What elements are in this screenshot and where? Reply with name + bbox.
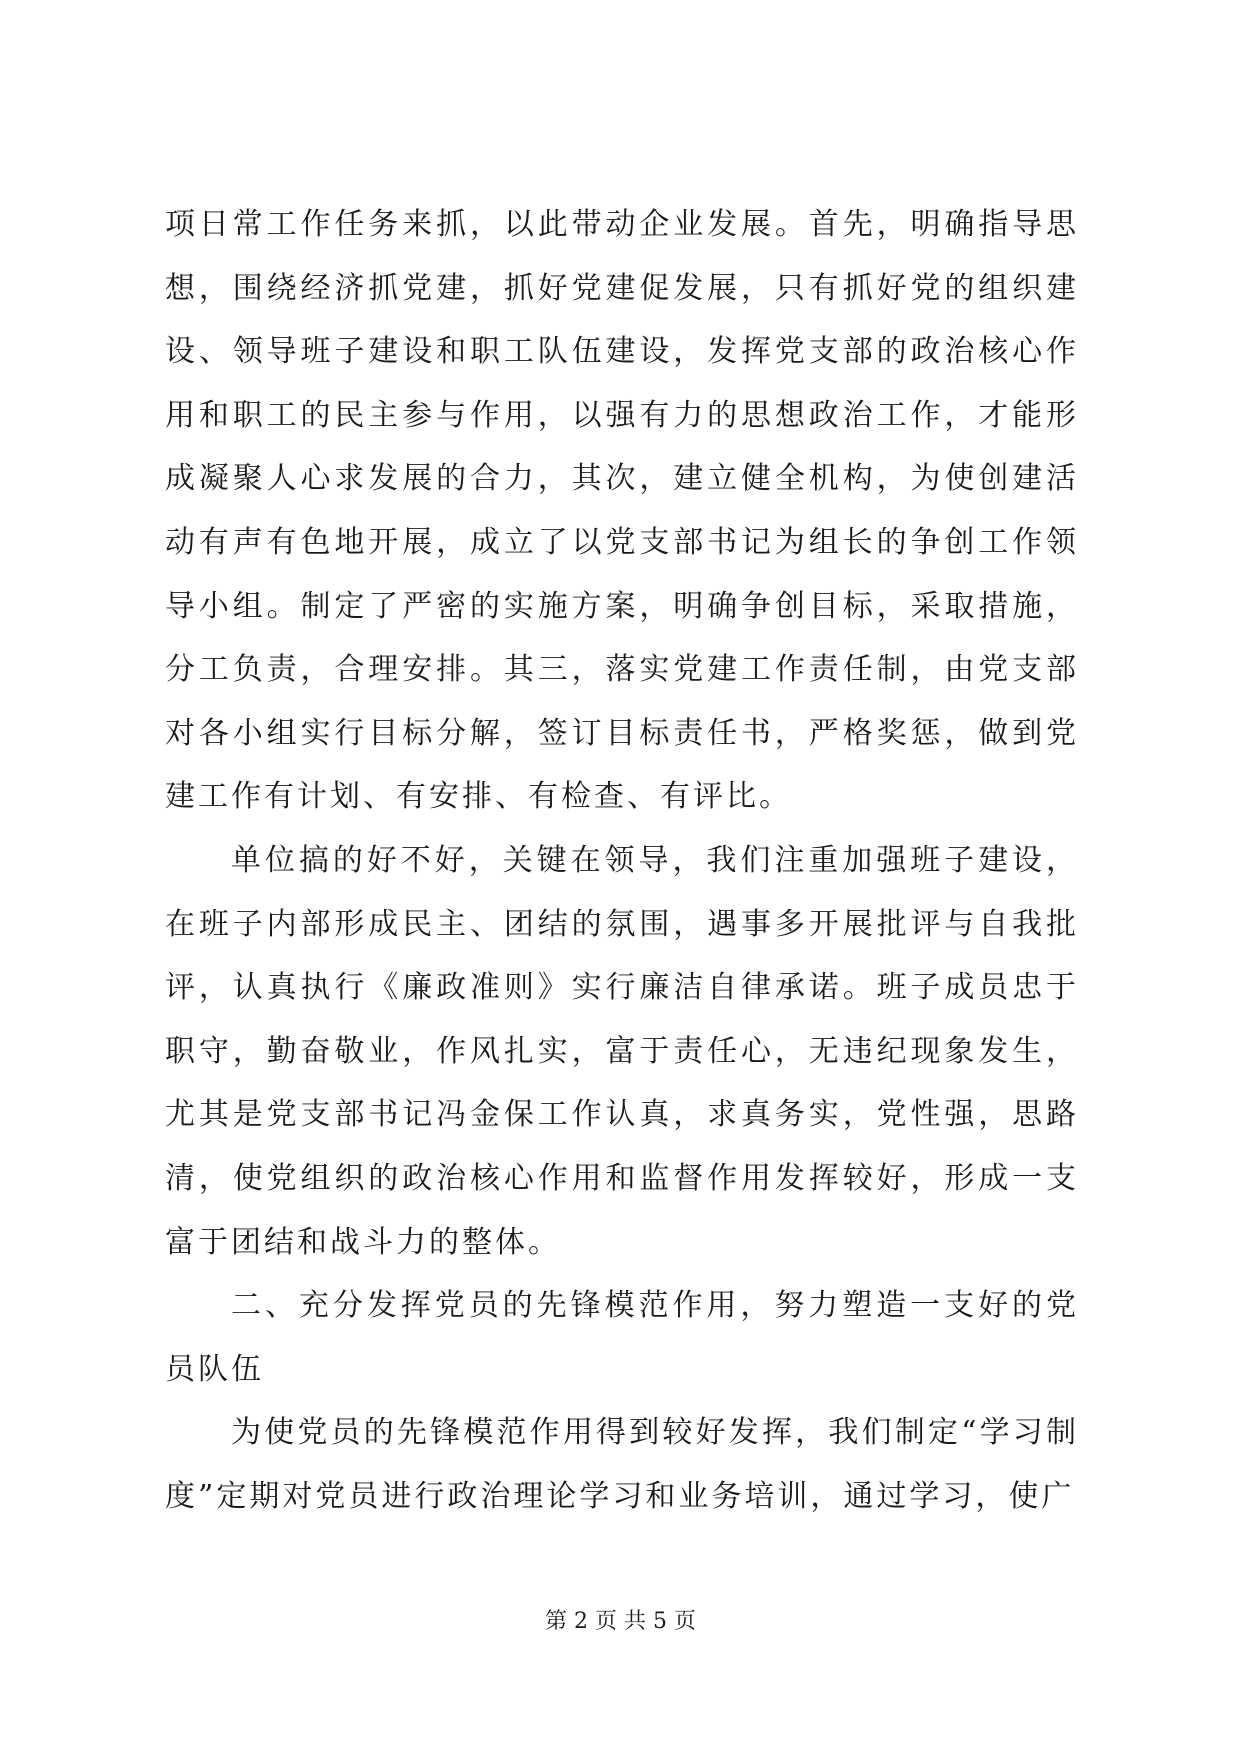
document-body (165, 193, 1079, 1528)
section-heading-2: 二、充分发挥党员的先锋模范作用，努力塑造一支好的党员队伍 (165, 1288, 1079, 1387)
paragraph-2: 单位搞的好不好，关键在领导，我们注重加强班子建设，在班子内部形成民主、团结的氛围，遇事多开展批评与自我批评，认真执行《廉政准则》实行廉洁自律承诺。班子成员忠于职守，勤奋敬业，作风扎实，富于责任心，无违纪现象发生，尤其是党支部书记冯金保工作认真，求真务实，党性强，思路清，使党组织的政治核心作用和监督作用发挥较好，形成一支富于团结和战斗力的整体。 (165, 842, 1079, 1260)
paragraph-1: 项日常工作任务来抓，以此带动企业发展。首先，明确指导思想，围绕经济抓党建，抓好党建促发展，只有抓好党的组织建设、领导班子建设和职工队伍建设，发挥党支部的政治核心作用和职工的民主参与作用，以强有力的思想政治工作，才能形成凝聚人心求发展的合力，其次，建立健全机构，为使创建活动有声有色地开展，成立了以党支部书记为组长的争创工作领导小组。制定了严密的实施方案，明确争创目标，采取措施，分工负责，合理安排。其三，落实党建工作责任制，由党支部对各小组实行目标分解，签订目标责任书，严格奖惩，做到党建工作有计划、有安排、有检查、有评比。 (165, 207, 1079, 815)
page-number-footer: 第 2 页 共 5 页 (545, 1609, 696, 1634)
paragraph-3: 为使党员的先锋模范作用得到较好发挥，我们制定“学习制度”定期对党员进行政治理论学习和业务培训，通过学习，使广 (165, 1415, 1079, 1514)
